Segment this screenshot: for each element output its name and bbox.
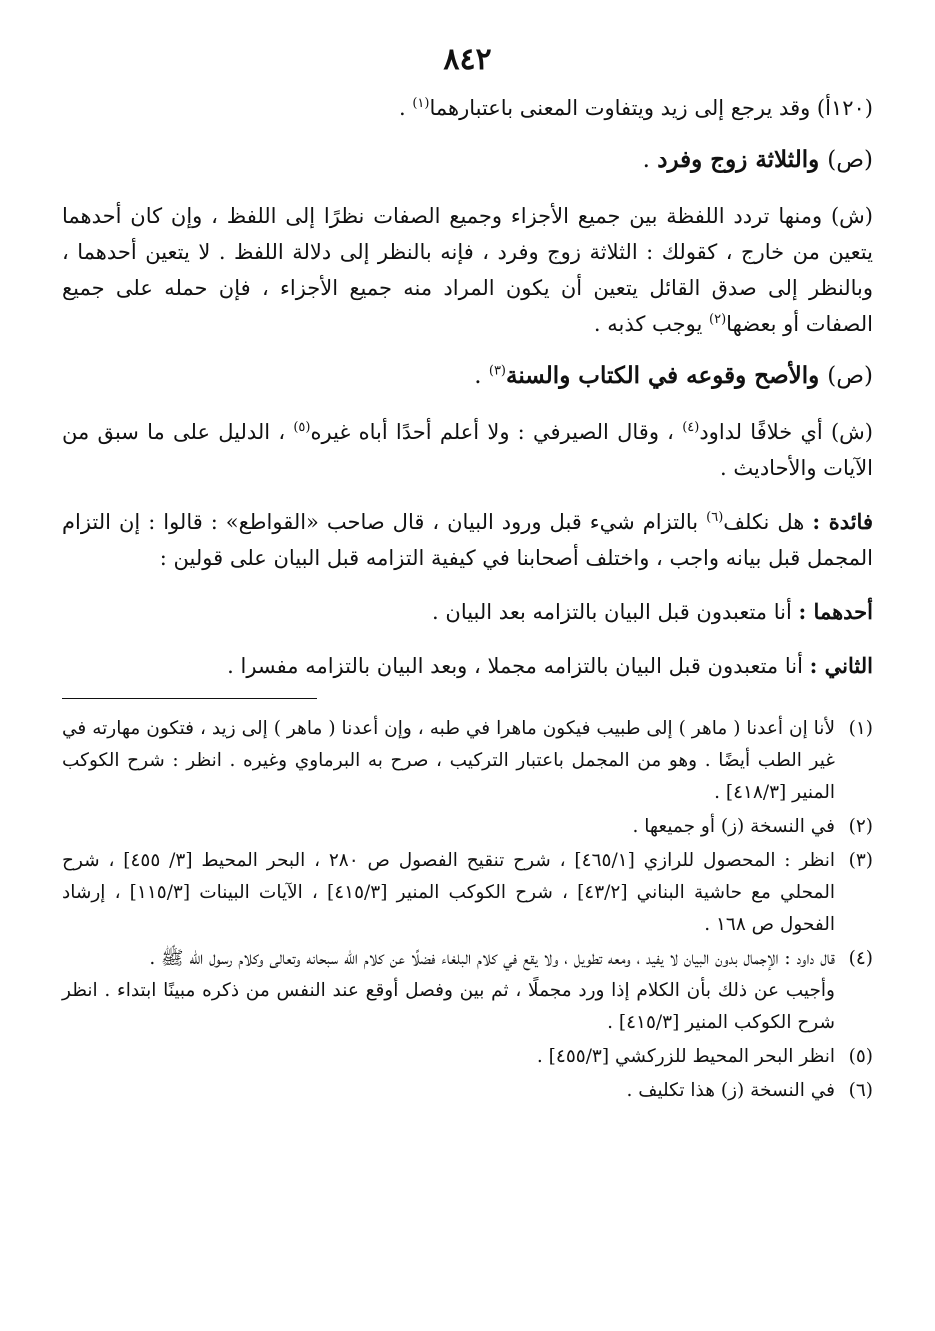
footnote-ref-3[interactable]: (٣)	[488, 363, 506, 379]
matn-end-1: .	[642, 147, 658, 173]
opening-line-end: .	[398, 96, 413, 120]
footnote-number: (٦)	[848, 1080, 873, 1101]
footnote-5	[62, 1041, 873, 1073]
faida-label: فائدة :	[812, 509, 873, 534]
sharh-text-1: (ش) ومنها تردد اللفظة بين جميع الأجزاء وجميع الصفات نظرًا إلى اللفظ ، وإن كان أحدهما يتعين من خارج ، كقولك : الثلاثة زوج وفرد ، فإنه بالنظر إلى دلالة اللفظ . لا يتعين أحدهما ، وبالنظر إلى صدق القائل يتعين أن يكون المراد منه جميع الأجزاء ، فإن حمله على جميع الصفات أو بعضها	[62, 204, 873, 336]
matn-text-1: والثلاثة زوج وفرد	[657, 146, 828, 173]
sharh-paragraph-1	[62, 198, 873, 342]
footnote-ref-1[interactable]: (١)	[412, 96, 430, 111]
faida-paragraph	[62, 504, 873, 576]
matn-text-2: والأصح وقوعه في الكتاب والسنة	[506, 362, 828, 389]
matn-statement-1	[62, 140, 873, 180]
faida-text-b: بالتزام شيء قبل ورود البيان ، قال صاحب «القواطع» : قالوا : إن التزام المجمل قبل بيانه واجب ، واختلف أصحابنا في كيفية التزامه قبل البيان على قولين :	[62, 510, 873, 570]
opening-line-text: (١٢٠أ) وقد يرجع إلى زيد ويتفاوت المعنى باعتبارهما	[429, 96, 873, 120]
footnote-1	[62, 713, 873, 809]
footnote-ref-5[interactable]: (٥)	[293, 420, 311, 435]
footnote-text: انظر : المحصول للرازي [٤٦٥/١] ، شرح تنقيح الفصول ص ٢٨٠ ، البحر المحيط [٣/ ٤٥٥] ، شرح المحلي مع حاشية البناني [٤٣/٢] ، شرح الكوكب المنير [٤١٥/٣] ، الآيات البينات [١١٥/٣] ، إرشاد الفحول ص ١٦٨ .	[62, 850, 836, 935]
matn-tag-2: (ص)	[827, 363, 873, 389]
footnote-2	[62, 811, 873, 843]
sharh-text-2a: (ش) أي خلافًا لداود	[699, 420, 873, 444]
footnote-6	[62, 1075, 873, 1107]
first-opinion	[62, 594, 873, 630]
footnote-number: (٣)	[848, 850, 873, 871]
page-number: ٨٤٢	[443, 42, 492, 77]
footnote-separator-wrap	[62, 690, 873, 707]
footnote-4-continuation: وأجيب عن ذلك بأن الكلام إذا ورد مجملًا ، ثم بين وفصل أوقع عند النفس من ذكره مبينًا ابتداء . انظر شرح الكوكب المنير [٤١٥/٣] .	[62, 980, 835, 1033]
footnote-text: قال داود : الإجمال بدون البيان لا يفيد ، ومعه تطويل ، ولا يقع في كلام البلغاء فضلًا عن كلام الله سبحانه وتعالى وكلام رسول الله ﷺ .	[149, 948, 835, 969]
footnotes	[62, 713, 873, 1107]
sharh-end-1: يوجب كذبه .	[593, 312, 710, 336]
opening-line	[62, 90, 873, 126]
footnote-ref-4[interactable]: (٤)	[682, 420, 700, 435]
matn-end-2: .	[474, 363, 489, 389]
footnote-number: (٢)	[848, 816, 873, 837]
second-opinion	[62, 648, 873, 684]
matn-statement-2	[62, 356, 873, 396]
second-opinion-text: أنا متعبدون قبل البيان بالتزامه مجملا ، وبعد البيان بالتزامه مفسرا .	[227, 654, 810, 678]
footnote-text: لأنا إن أعدنا ( ماهر ) إلى طبيب فيكون ماهرا في طبه ، وإن أعدنا ( ماهر ) إلى زيد ، فتكون مهارته في غير الطب أيضًا . وهو من المجمل باعتبار التركيب ، صرح به البرماوي وغيره . انظر : شرح الكوكب المنير [٤١٨/٣] .	[62, 718, 835, 803]
footnote-3	[62, 845, 873, 941]
sharh-paragraph-2	[62, 414, 873, 486]
footnote-number: (٥)	[848, 1046, 873, 1067]
matn-tag-1: (ص)	[827, 147, 873, 173]
first-opinion-text: أنا متعبدون قبل البيان بالتزامه بعد البيان .	[432, 600, 799, 624]
second-opinion-label: الثاني :	[809, 653, 873, 678]
footnote-separator	[62, 698, 317, 699]
footnote-ref-6[interactable]: (٦)	[706, 510, 724, 525]
sharh-text-2c: ، الدليل على ما سبق من الآيات والأحاديث .	[62, 420, 873, 480]
footnote-4	[62, 943, 873, 975]
footnote-number: (١)	[848, 718, 873, 739]
footnote-ref-2[interactable]: (٢)	[709, 312, 727, 327]
footnote-number: (٤)	[848, 948, 873, 969]
faida-text-a: هل نكلف	[723, 510, 813, 534]
first-opinion-label: أحدهما :	[798, 599, 873, 624]
sharh-text-2b: ، وقال الصيرفي : ولا أعلم أحدًا أباه غيره	[310, 420, 683, 444]
footnote-text: انظر البحر المحيط للزركشي [٤٥٥/٣] .	[536, 1046, 835, 1067]
footnote-text: في النسخة (ز) هذا تكليف .	[626, 1080, 835, 1101]
footnote-text: في النسخة (ز) أو جميعها .	[632, 816, 835, 837]
